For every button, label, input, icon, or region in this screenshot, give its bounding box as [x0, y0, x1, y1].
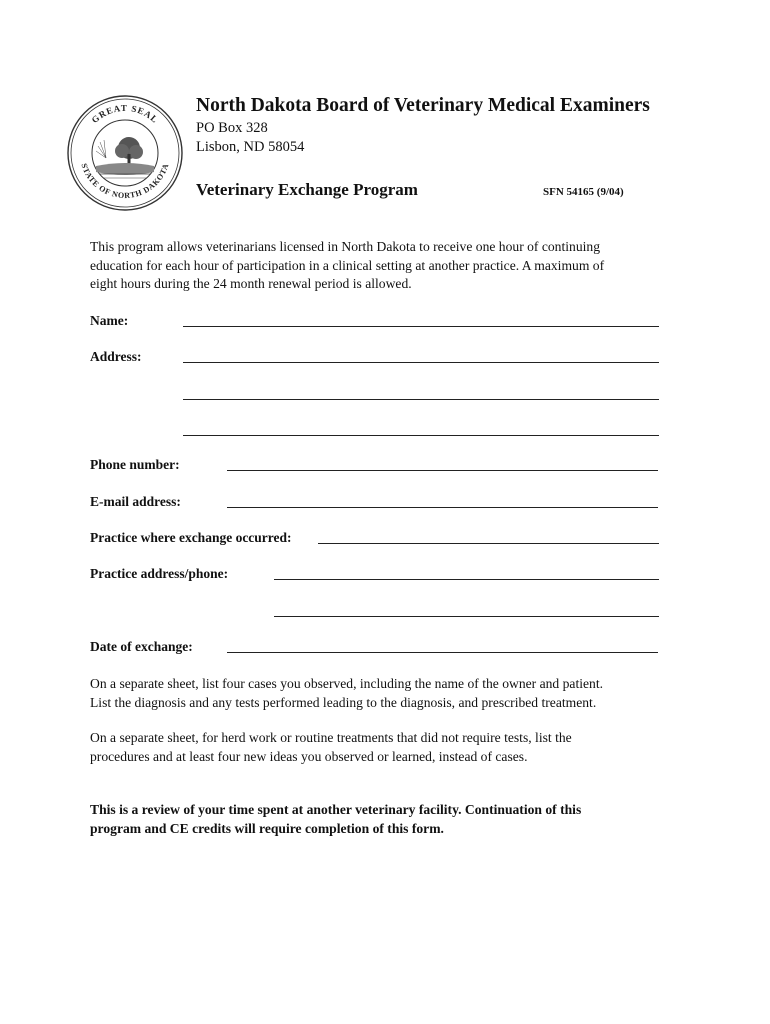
intro-line: education for each hour of participation in a clinical setting at another practice. A maximum of [90, 257, 605, 273]
address-field-line1[interactable] [183, 362, 659, 363]
phone-label: Phone number: [90, 457, 180, 472]
instruction-line: On a separate sheet, for herd work or routine treatments that did not require tests, list the [90, 730, 572, 745]
svg-text:GREAT SEAL [90, 103, 161, 125]
practice-address-field-line1[interactable] [274, 579, 659, 580]
completion-notice [90, 801, 690, 838]
name-label: Name: [90, 313, 129, 328]
notice-line: program and CE credits will require completion of this form. [90, 820, 444, 836]
board-title: North Dakota Board of Veterinary Medical Examiners [196, 95, 650, 116]
date-label: Date of exchange: [90, 639, 193, 654]
instruction-line: procedures and at least four new ideas you observed or learned, instead of cases. [90, 748, 528, 764]
name-field[interactable] [183, 326, 659, 327]
instruction-line: List the diagnosis and any tests performed leading to the diagnosis, and prescribed treatment. [90, 694, 597, 710]
phone-field[interactable] [227, 470, 658, 471]
email-label: E-mail address: [90, 494, 181, 509]
po-box: PO Box 328 [196, 120, 268, 136]
program-title: Veterinary Exchange Program [196, 180, 418, 199]
intro-line: eight hours during the 24 month renewal period is allowed. [90, 276, 412, 291]
intro-line: This program allows veterinarians licensed in North Dakota to receive one hour of continuing [90, 239, 600, 254]
practice-field[interactable] [318, 543, 659, 544]
seal-bottom-text: STATE OF NORTH DAKOTA [79, 162, 171, 201]
address-field-line2[interactable] [183, 399, 659, 400]
notice-line: This is a review of your time spent at another veterinary facility. Continuation of this [90, 802, 582, 817]
instructions-herd-work [90, 729, 690, 766]
practice-address-field-line2[interactable] [274, 616, 659, 617]
address-label: Address: [90, 349, 142, 364]
city-state-zip: Lisbon, ND 58054 [196, 139, 305, 155]
seal-top-text: GREAT SEAL [89, 102, 161, 126]
address-field-line3[interactable] [183, 435, 659, 436]
practice-address-label: Practice address/phone: [90, 566, 229, 581]
date-field[interactable] [227, 652, 658, 653]
instructions-cases [90, 675, 690, 712]
intro-paragraph [90, 238, 690, 294]
form-number: SFN 54165 (9/04) [543, 186, 624, 198]
great-seal-icon [66, 94, 184, 212]
instruction-line: On a separate sheet, list four cases you observed, including the name of the owner and patient. [90, 676, 603, 691]
email-field[interactable] [227, 507, 658, 508]
practice-label: Practice where exchange occurred: [90, 530, 292, 545]
